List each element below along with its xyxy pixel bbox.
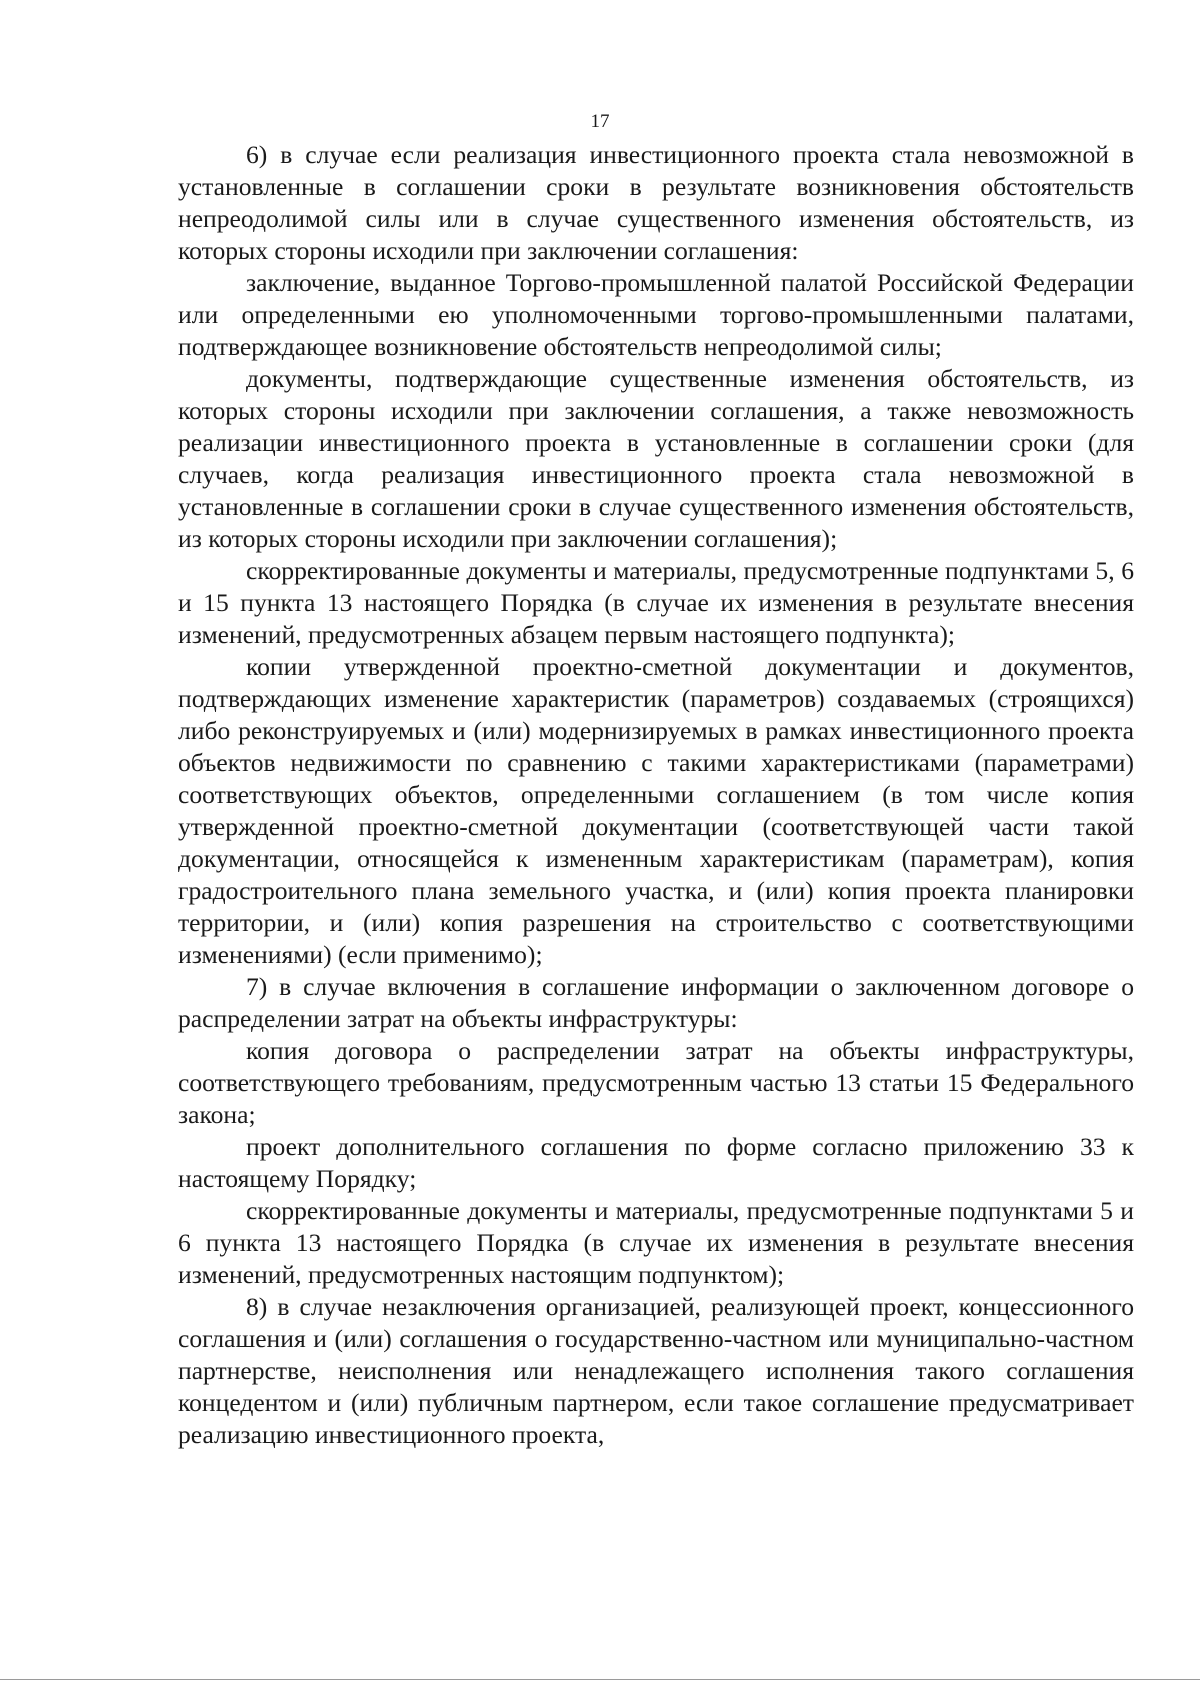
- paragraph-item-6: 6) в случае если реализация инвестиционного проекта стала невозможной в установленные в соглашении сроки в результате возникновения обстоятельств непреодолимой силы или в случае существенного изменения обстоятельств, из которых стороны исходили при заключении соглашения:: [178, 140, 1134, 265]
- paragraph-design-documentation: копии утвержденной проектно-сметной документации и документов, подтверждающих изменение характеристик (параметров) создаваемых (строящихся) либо реконструируемых и (или) модернизируемых в рамках инвестиционного проекта объектов недвижимости по сравнению с такими характеристиками (параметрами) соответствующих объектов, определенными соглашением (в том числе копия утвержденной проектно-сметной документации (соответствующей части такой документации, относящейся к измененным характеристикам (параметрам), копия градостроительного плана земельного участка, и (или) копия проекта планировки территории, и (или) копия разрешения на строительство с соответствующими изменениями) (если применимо);: [178, 652, 1134, 969]
- paragraph-corrected-documents-2: скорректированные документы и материалы, предусмотренные подпунктами 5 и 6 пункта 13 настоящего Порядка (в случае их изменения в результате внесения изменений, предусмотренных настоящим подпунктом);: [178, 1196, 1134, 1289]
- paragraph-documents-changes: документы, подтверждающие существенные изменения обстоятельств, из которых стороны исходили при заключении соглашения, а также невозможность реализации инвестиционного проекта в установленные в соглашении сроки (для случаев, когда реализация инвестиционного проекта стала невозможной в установленные в соглашении сроки в случае существенного изменения обстоятельств, из которых стороны исходили при заключении соглашения);: [178, 364, 1134, 553]
- paragraph-cost-agreement-copy: копия договора о распределении затрат на объекты инфраструктуры, соответствующего требованиям, предусмотренным частью 13 статьи 15 Федерального закона;: [178, 1036, 1134, 1129]
- paragraph-corrected-documents-1: скорректированные документы и материалы, предусмотренные подпунктами 5, 6 и 15 пункта 13 настоящего Порядка (в случае их изменения в результате внесения изменений, предусмотренных абзацем первым настоящего подпункта);: [178, 556, 1134, 649]
- page-number: 17: [590, 111, 610, 132]
- paragraph-item-8: 8) в случае незаключения организацией, реализующей проект, концессионного соглашения и (или) соглашения о государственно-частном или муниципально-частном партнерстве, неисполнения или ненадлежащего исполнения такого соглашения концедентом и (или) публичным партнером, если такое соглашение предусматривает реализацию инвестиционного проекта,: [178, 1292, 1134, 1449]
- bottom-scan-edge: [0, 1679, 1200, 1680]
- document-body: [178, 139, 1134, 1451]
- paragraph-item-7: 7) в случае включения в соглашение информации о заключенном договоре о распределении затрат на объекты инфраструктуры:: [178, 972, 1134, 1033]
- paragraph-conclusion-chamber: заключение, выданное Торгово-промышленной палатой Российской Федерации или определенными ею уполномоченными торгово-промышленными палатами, подтверждающее возникновение обстоятельств непреодолимой силы;: [178, 268, 1134, 361]
- paragraph-additional-agreement: проект дополнительного соглашения по форме согласно приложению 33 к настоящему Порядку;: [178, 1132, 1134, 1193]
